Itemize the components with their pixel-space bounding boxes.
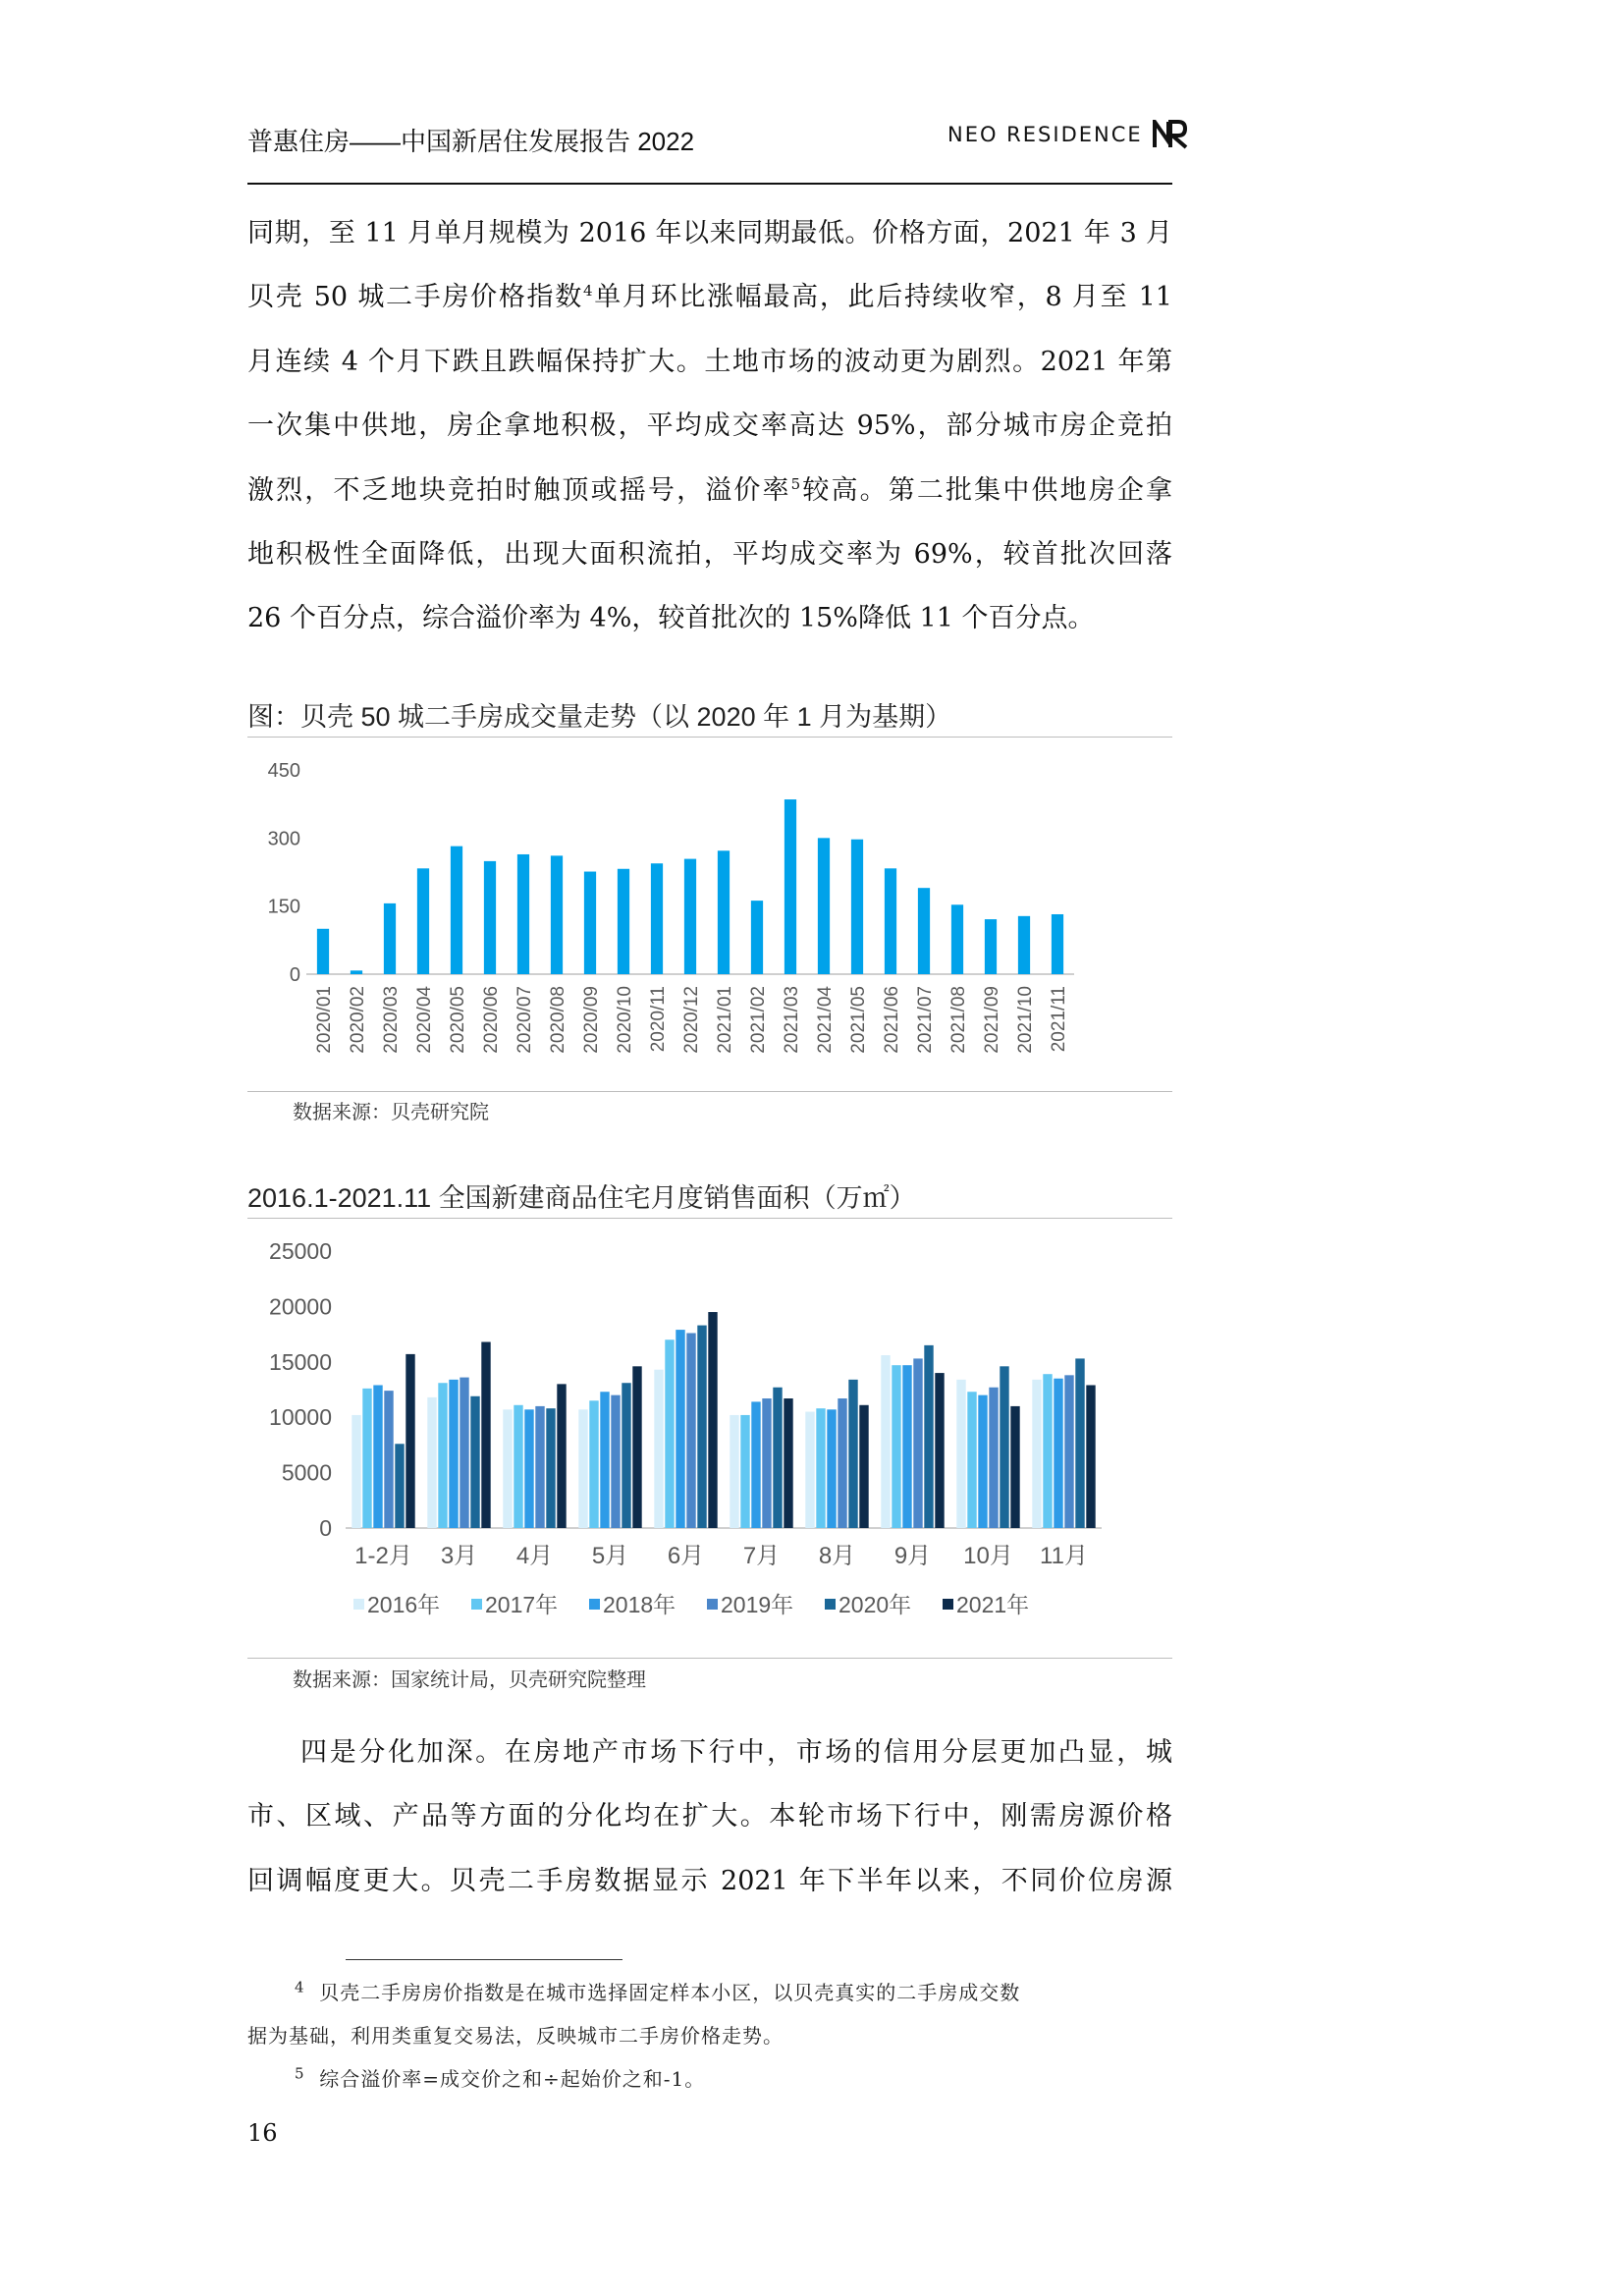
bar bbox=[918, 888, 930, 974]
bar bbox=[449, 1380, 458, 1528]
bar bbox=[708, 1312, 717, 1528]
x-tick-label: 2020/05 bbox=[448, 986, 468, 1054]
x-tick-label: 2020/11 bbox=[648, 986, 669, 1053]
x-tick-label: 2020/08 bbox=[548, 986, 568, 1054]
x-tick-label: 2021/07 bbox=[915, 986, 936, 1054]
chart2-top-rule bbox=[247, 1218, 1172, 1219]
bar bbox=[654, 1370, 663, 1528]
x-tick-label: 2021/11 bbox=[1049, 986, 1069, 1053]
bar bbox=[967, 1392, 976, 1528]
bar bbox=[985, 919, 997, 974]
bar bbox=[851, 840, 863, 974]
bar bbox=[805, 1412, 814, 1528]
chart1-top-rule bbox=[247, 737, 1172, 738]
bar bbox=[1010, 1406, 1019, 1528]
x-tick-label: 8月 bbox=[818, 1543, 856, 1569]
x-tick-label: 2021/03 bbox=[782, 986, 802, 1054]
bar bbox=[718, 850, 730, 974]
report-title: 普惠住房——中国新居住发展报告 2022 bbox=[247, 127, 695, 156]
bar bbox=[665, 1339, 674, 1528]
y-tick-label: 150 bbox=[267, 896, 300, 918]
chart2-bottom-rule bbox=[247, 1658, 1172, 1659]
bar bbox=[816, 1408, 825, 1528]
bar bbox=[584, 872, 596, 974]
x-tick-label: 2020/03 bbox=[381, 986, 402, 1054]
bar bbox=[740, 1415, 749, 1528]
x-tick-label: 2020/01 bbox=[314, 986, 335, 1054]
bar bbox=[514, 1405, 522, 1528]
bar bbox=[535, 1406, 544, 1528]
bar bbox=[730, 1415, 738, 1528]
y-tick-label: 0 bbox=[289, 964, 300, 986]
body-paragraph-2 bbox=[247, 1721, 1172, 1913]
x-tick-label: 9月 bbox=[893, 1543, 932, 1569]
y-tick-label: 450 bbox=[267, 760, 300, 782]
legend-swatch bbox=[589, 1599, 600, 1610]
x-tick-label: 3月 bbox=[440, 1543, 478, 1569]
bar bbox=[417, 868, 429, 974]
footnote-ref-4[interactable]: 4 bbox=[582, 282, 593, 301]
bar bbox=[859, 1405, 868, 1528]
x-tick-label: 5月 bbox=[591, 1543, 629, 1569]
x-tick-label: 2020/04 bbox=[414, 986, 435, 1054]
bar bbox=[651, 863, 663, 974]
legend-label: 2019年 bbox=[721, 1592, 794, 1617]
x-tick-label: 4月 bbox=[515, 1543, 554, 1569]
bar bbox=[773, 1388, 782, 1528]
bar bbox=[885, 868, 896, 974]
footnotes bbox=[247, 1971, 1172, 2101]
x-tick-label: 2020/10 bbox=[615, 986, 635, 1054]
text-line: 同期，至 11 月单月规模为 2016 年以来同期最低。价格方面，2021 年 3 月 bbox=[247, 218, 1172, 248]
bar bbox=[892, 1365, 900, 1528]
y-tick-label: 5000 bbox=[281, 1459, 332, 1486]
legend-label: 2018年 bbox=[603, 1592, 676, 1617]
text-line: 市、区域、产品等方面的分化均在扩大。本轮市场下行中，刚需房源价格 bbox=[247, 1801, 1172, 1832]
chart1-source: 数据来源：贝壳研究院 bbox=[293, 1102, 489, 1123]
brand bbox=[947, 120, 1188, 149]
bar bbox=[697, 1326, 706, 1528]
chart2-source: 数据来源：国家统计局，贝壳研究院整理 bbox=[293, 1669, 646, 1691]
x-tick-label: 2021/01 bbox=[715, 986, 735, 1054]
bar bbox=[935, 1373, 944, 1528]
bar bbox=[848, 1380, 857, 1528]
y-tick-label: 15000 bbox=[269, 1348, 332, 1375]
bar bbox=[881, 1355, 890, 1528]
footnote-4-line1: $^4$ 贝壳二手房房价指数是在城市选择固定样本小区，以贝壳真实的二手房成交数 bbox=[295, 1978, 1021, 2004]
text-line: 地积极性全面降低，出现大面积流拍，平均成交率为 69%，较首批次回落 bbox=[247, 539, 1172, 571]
bar bbox=[611, 1395, 620, 1528]
bar bbox=[481, 1341, 490, 1528]
legend-swatch bbox=[707, 1599, 718, 1610]
x-tick-label: 2021/08 bbox=[948, 986, 969, 1054]
y-tick-label: 10000 bbox=[269, 1404, 332, 1431]
chart2-title: 2016.1-2021.11 全国新建商品住宅月度销售面积（万㎡） bbox=[247, 1183, 916, 1213]
text-line: 四是分化加深。在房地产市场下行中，市场的信用分层更加凸显，城 bbox=[300, 1737, 1172, 1768]
brand-name: NEO RESIDENCE bbox=[947, 123, 1143, 146]
bar bbox=[902, 1365, 911, 1528]
legend-label: 2021年 bbox=[956, 1592, 1030, 1617]
nr-logo-icon bbox=[1153, 120, 1188, 149]
x-tick-label: 2021/06 bbox=[882, 986, 902, 1054]
x-tick-label: 2020/09 bbox=[581, 986, 602, 1054]
header-rule bbox=[247, 183, 1172, 185]
bar bbox=[818, 838, 830, 974]
text-line: 贝壳 50 城二手房价格指数$^4$单月环比涨幅最高，此后持续收窄，8 月至 11 bbox=[247, 282, 1172, 313]
bar bbox=[1086, 1385, 1095, 1528]
bar bbox=[503, 1409, 512, 1528]
legend-swatch bbox=[825, 1599, 836, 1610]
footnote-rule bbox=[346, 1959, 622, 1960]
bar bbox=[351, 970, 362, 974]
bar bbox=[1032, 1380, 1041, 1528]
bar bbox=[589, 1400, 598, 1528]
footnote-4-line2: 据为基础，利用类重复交易法，反映城市二手房价格走势。 bbox=[247, 2024, 784, 2048]
bar bbox=[838, 1398, 846, 1528]
legend-label: 2017年 bbox=[485, 1592, 559, 1617]
footnote-5: $^5$ 综合溢价率=成交价之和÷起始价之和-1。 bbox=[295, 2064, 706, 2091]
text-line: 回调幅度更大。贝壳二手房数据显示 2021 年下半年以来，不同价位房源 bbox=[247, 1865, 1172, 1896]
bar bbox=[951, 904, 963, 974]
text-line: 一次集中供地，房企拿地积极，平均成交率高达 95%，部分城市房企竞拍 bbox=[247, 410, 1172, 442]
bar bbox=[517, 854, 529, 974]
bar bbox=[751, 1401, 760, 1528]
bar bbox=[1000, 1366, 1008, 1528]
x-tick-label: 2020/06 bbox=[481, 986, 502, 1054]
bar bbox=[484, 861, 496, 974]
bar bbox=[362, 1389, 371, 1528]
bar bbox=[546, 1408, 555, 1528]
bar bbox=[618, 869, 629, 974]
bar bbox=[524, 1409, 533, 1528]
chart1-bottom-rule bbox=[247, 1091, 1172, 1092]
bar bbox=[384, 903, 396, 974]
bar bbox=[676, 1330, 684, 1528]
footnote-mark: 5 bbox=[295, 2064, 305, 2083]
legend-label: 2016年 bbox=[367, 1592, 441, 1617]
page-number: 16 bbox=[247, 2119, 278, 2147]
y-tick-label: 300 bbox=[267, 828, 300, 850]
body-paragraph-1 bbox=[247, 201, 1172, 651]
bar bbox=[1018, 916, 1030, 974]
bar bbox=[989, 1388, 998, 1528]
bar bbox=[1052, 914, 1063, 974]
x-tick-label: 7月 bbox=[742, 1543, 781, 1569]
footnote-ref-5[interactable]: 5 bbox=[790, 474, 801, 493]
bar bbox=[956, 1380, 965, 1528]
bar bbox=[373, 1385, 382, 1528]
bar bbox=[384, 1391, 393, 1528]
x-tick-label: 2021/04 bbox=[815, 986, 836, 1054]
bar bbox=[1075, 1358, 1084, 1528]
bar bbox=[762, 1398, 771, 1528]
bar bbox=[686, 1333, 695, 1528]
y-tick-label: 25000 bbox=[269, 1238, 332, 1264]
bar bbox=[470, 1396, 479, 1528]
x-tick-label: 2020/02 bbox=[348, 986, 368, 1054]
x-tick-label: 2020/12 bbox=[681, 986, 702, 1054]
bar bbox=[600, 1392, 609, 1528]
bar bbox=[751, 901, 763, 974]
bar bbox=[451, 847, 462, 974]
bar bbox=[784, 1398, 792, 1528]
x-tick-label: 2021/09 bbox=[982, 986, 1002, 1054]
footnote-mark: 4 bbox=[295, 1978, 305, 1996]
x-tick-label: 2020/07 bbox=[514, 986, 535, 1054]
secondhand-volume-chart bbox=[247, 738, 1172, 1088]
x-tick-label: 1-2月 bbox=[354, 1543, 412, 1569]
bar bbox=[557, 1384, 566, 1528]
bar bbox=[784, 799, 796, 974]
chart1-title: 图：贝壳 50 城二手房成交量走势（以 2020 年 1 月为基期） bbox=[247, 702, 952, 732]
x-tick-label: 2021/05 bbox=[848, 986, 869, 1054]
bar bbox=[438, 1383, 447, 1528]
x-tick-label: 6月 bbox=[667, 1543, 705, 1569]
bar bbox=[395, 1444, 404, 1528]
bar bbox=[460, 1378, 468, 1528]
bar bbox=[684, 859, 696, 974]
x-tick-label: 2021/10 bbox=[1015, 986, 1036, 1054]
text-line: 激烈，不乏地块竞拍时触顶或摇号，溢价率$^5$较高。第二批集中供地房企拿 bbox=[247, 474, 1173, 506]
bar bbox=[632, 1366, 641, 1528]
bar bbox=[551, 855, 563, 974]
bar bbox=[924, 1345, 933, 1528]
bar bbox=[427, 1397, 436, 1528]
bar bbox=[1064, 1375, 1073, 1528]
y-tick-label: 0 bbox=[319, 1515, 332, 1541]
legend-label: 2020年 bbox=[839, 1592, 912, 1617]
bar bbox=[578, 1409, 587, 1528]
legend-swatch bbox=[353, 1599, 364, 1610]
bar bbox=[978, 1395, 987, 1528]
bar bbox=[352, 1415, 360, 1528]
bar bbox=[406, 1354, 414, 1528]
x-tick-label: 2021/02 bbox=[748, 986, 769, 1054]
legend-swatch bbox=[471, 1599, 482, 1610]
bar bbox=[827, 1409, 836, 1528]
new-home-sales-chart bbox=[247, 1220, 1172, 1654]
text-line: 月连续 4 个月下跌且跌幅保持扩大。土地市场的波动更为剧烈。2021 年第 bbox=[247, 346, 1172, 377]
x-tick-label: 10月 bbox=[963, 1543, 1013, 1569]
text-line: 26 个百分点，综合溢价率为 4%，较首批次的 15%降低 11 个百分点。 bbox=[247, 603, 1095, 634]
legend-swatch bbox=[943, 1599, 953, 1610]
x-tick-label: 11月 bbox=[1040, 1543, 1088, 1569]
bar bbox=[317, 929, 329, 974]
bar bbox=[913, 1358, 922, 1528]
bar bbox=[622, 1383, 630, 1528]
bar bbox=[1054, 1379, 1062, 1528]
bar bbox=[1043, 1374, 1052, 1528]
y-tick-label: 20000 bbox=[269, 1293, 332, 1320]
